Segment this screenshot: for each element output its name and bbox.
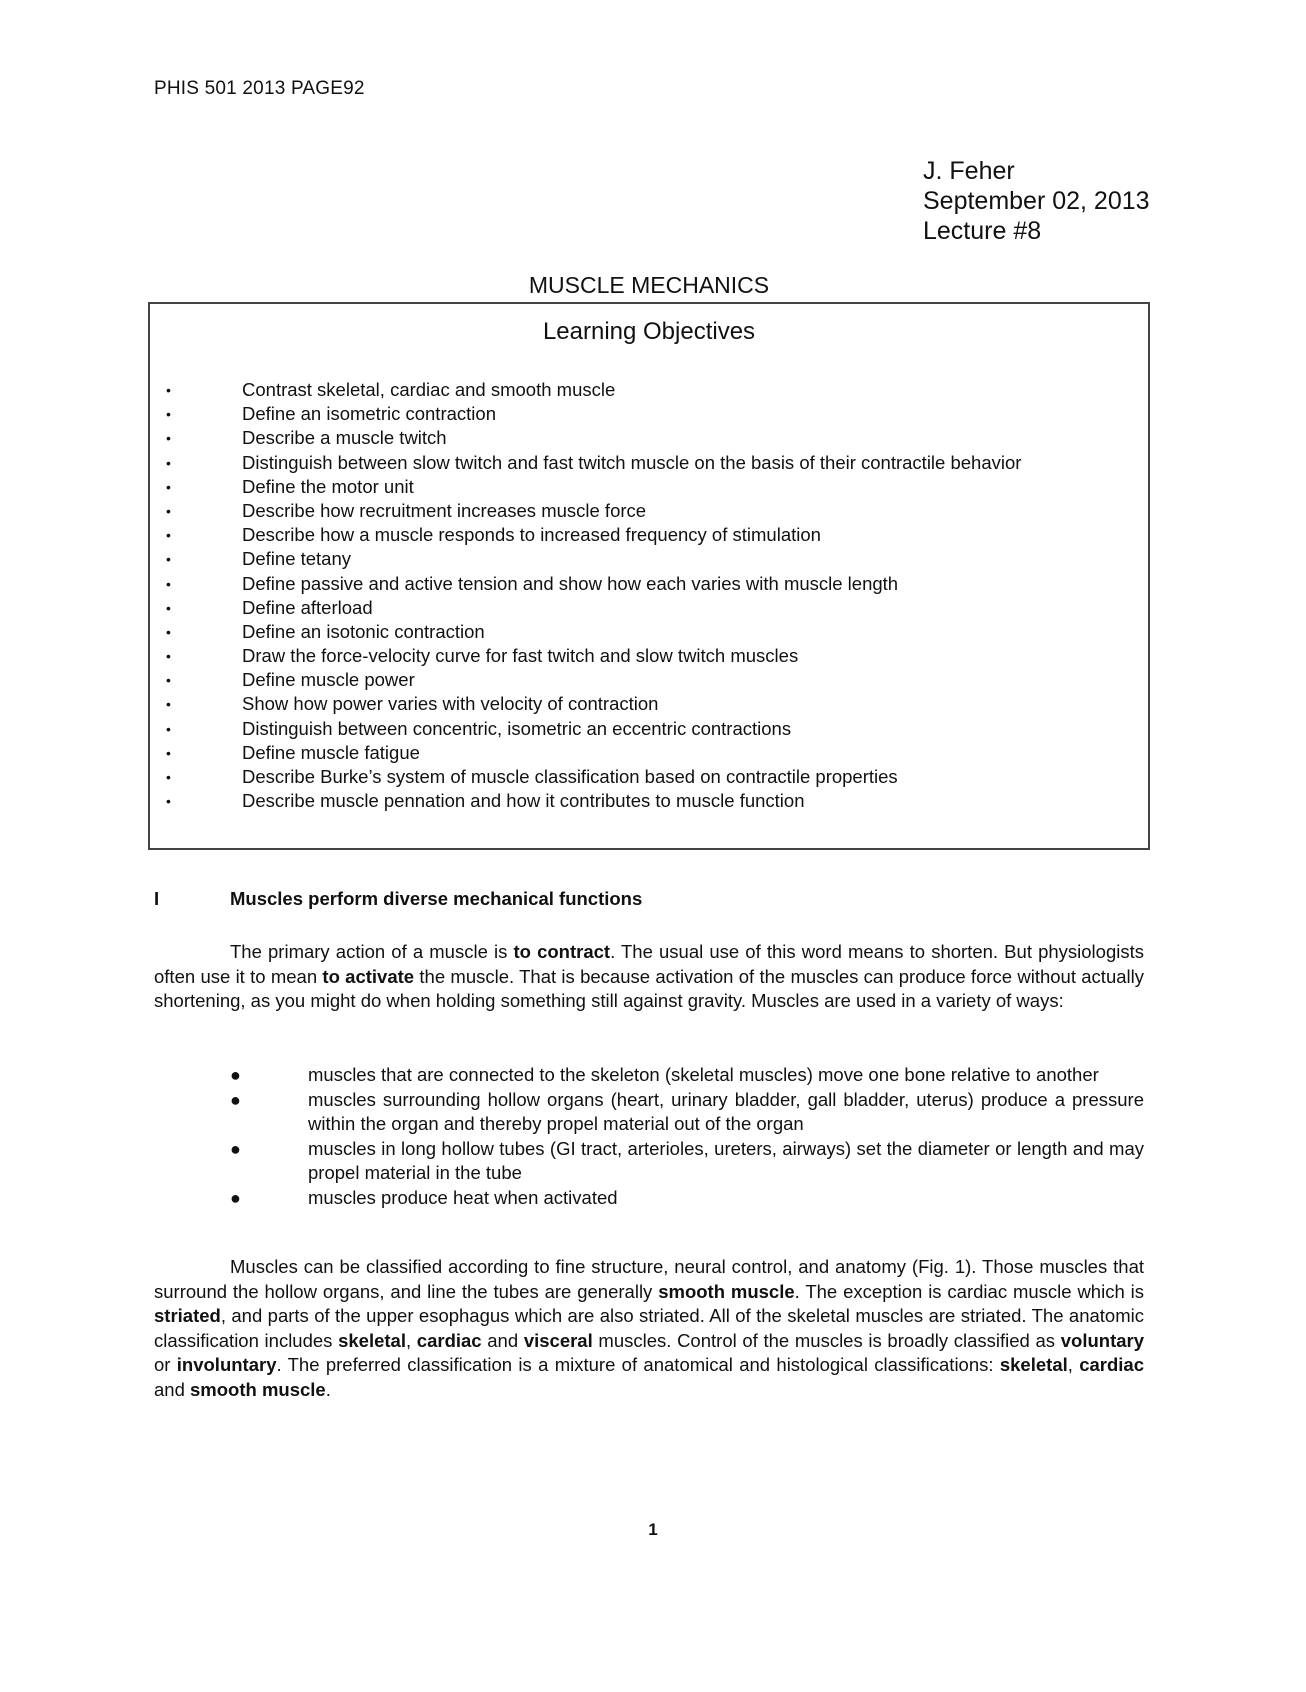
bullet-icon: • [166, 527, 171, 544]
bullet-icon: ● [230, 1065, 241, 1085]
objective-item: • Contrast skeletal, cardiac and smooth muscle [150, 378, 1148, 402]
objective-item: • Define muscle power [150, 668, 1148, 692]
emphasis: visceral [523, 1329, 593, 1351]
bullet-icon: • [166, 648, 171, 665]
running-header: PHIS 501 2013 PAGE92 [154, 78, 365, 99]
bullet-icon: • [166, 744, 171, 761]
author-block [923, 156, 1150, 246]
objective-item: • Define muscle fatigue [150, 741, 1148, 765]
section-number: I [154, 888, 160, 909]
bullet-icon: • [166, 551, 171, 568]
bullet-icon: • [166, 720, 171, 737]
objective-item: • Define an isometric contraction [150, 402, 1148, 426]
objective-item: • Define afterload [150, 596, 1148, 620]
bullet-icon: • [166, 672, 171, 689]
bullet-icon: • [166, 502, 171, 519]
objective-item: • Define passive and active tension and show how each varies with muscle length [150, 572, 1148, 596]
objective-item: • Define the motor unit [150, 475, 1148, 499]
objectives-list [150, 378, 1148, 813]
bullet-icon: • [166, 382, 171, 398]
bullet-icon: • [166, 454, 171, 471]
objective-item: • Show how power varies with velocity of contraction [150, 692, 1148, 716]
emphasis: skeletal [338, 1329, 406, 1351]
emphasis: involuntary [176, 1354, 277, 1375]
bullet-icon: • [166, 406, 171, 423]
paragraph-classification: Muscles can be classified according to fine structure, neural control, and anatomy (Fig. 1). Those muscles that surround the hollow organs, and line the tubes are generally smooth muscle. The exception is cardiac muscle which is striated, and parts of the upper esophagus which are also striated. All of the skeletal muscles are striated. The anatomic classification includes skeletal, cardiac and visceral muscles. Control of the muscles is broadly classified as voluntary or involuntary. The preferred classification is a mixture of anatomical and histological classifications: skeletal, cardiac and smooth muscle. [154, 1256, 1145, 1400]
objective-item: • Describe Burke’s system of muscle classification based on contractile properties [150, 765, 1148, 789]
bullet-icon: • [166, 599, 171, 616]
objective-item: • Distinguish between concentric, isometric an eccentric contractions [150, 717, 1148, 741]
emphasis: smooth muscle [190, 1378, 326, 1400]
objective-item: • Distinguish between slow twitch and fast twitch muscle on the basis of their contractile behavior [150, 451, 1148, 475]
muscle-functions-list [230, 1063, 1144, 1210]
section-title: Muscles perform diverse mechanical functions [230, 888, 643, 909]
bullet-icon: • [166, 575, 171, 592]
objective-item: • Describe how a muscle responds to increased frequency of stimulation [150, 523, 1148, 547]
document-title: MUSCLE MECHANICS [528, 272, 770, 298]
bullet-icon: • [166, 769, 171, 785]
emphasis: cardiac [416, 1329, 482, 1351]
objectives-heading: Learning Objectives [542, 318, 756, 345]
emphasis: voluntary [1060, 1329, 1145, 1351]
lecture-number: Lecture #8 [923, 217, 1042, 245]
bullet-icon: ● [230, 1138, 241, 1159]
paragraph-primary-action: The primary action of a muscle is to contract. The usual use of this word means to shorten. But physiologists often use it to mean to activate the muscle. That is because activation of the muscles can produce force without actually shortening, as you might do when holding something still against gravity. Muscles are used in a variety of ways: [154, 941, 1144, 1011]
bullet-icon: • [166, 430, 171, 447]
objective-item: • Describe how recruitment increases muscle force [150, 499, 1148, 523]
learning-objectives-box [148, 302, 1150, 850]
author-name: J. Feher [923, 157, 1015, 185]
emphasis: smooth muscle [658, 1280, 795, 1302]
objective-item: • Define tetany [150, 547, 1148, 571]
emphasis: skeletal [999, 1354, 1068, 1375]
bullet-icon: • [166, 623, 171, 640]
section-heading [154, 888, 642, 910]
emphasis: cardiac [1079, 1354, 1145, 1375]
bullet-icon: ● [230, 1089, 241, 1110]
page-number: 1 [648, 1520, 658, 1539]
bullet-icon: • [166, 478, 171, 495]
objective-item: • Describe muscle pennation and how it contributes to muscle function [150, 789, 1148, 813]
list-item: ● muscles produce heat when activated [230, 1186, 1144, 1211]
objective-item: • Describe a muscle twitch [150, 426, 1148, 450]
emphasis: striated [154, 1305, 221, 1326]
bullet-icon: • [166, 793, 171, 810]
list-item: ● muscles surrounding hollow organs (heart, urinary bladder, gall bladder, uterus) produce a pressure within the organ and thereby propel material out of the organ [230, 1088, 1144, 1134]
lecture-date: September 02, 2013 [923, 187, 1150, 215]
list-item: ● muscles that are connected to the skeleton (skeletal muscles) move one bone relative to another [230, 1063, 1144, 1088]
bullet-icon: • [166, 696, 171, 713]
objective-item: • Define an isotonic contraction [150, 620, 1148, 644]
emphasis: to contract [513, 941, 611, 962]
bullet-icon: ● [230, 1187, 241, 1208]
objective-item: • Draw the force-velocity curve for fast twitch and slow twitch muscles [150, 644, 1148, 668]
emphasis: to activate [322, 965, 415, 987]
list-item: ● muscles in long hollow tubes (GI tract, arterioles, ureters, airways) set the diameter or length and may propel material in the tube [230, 1137, 1144, 1183]
